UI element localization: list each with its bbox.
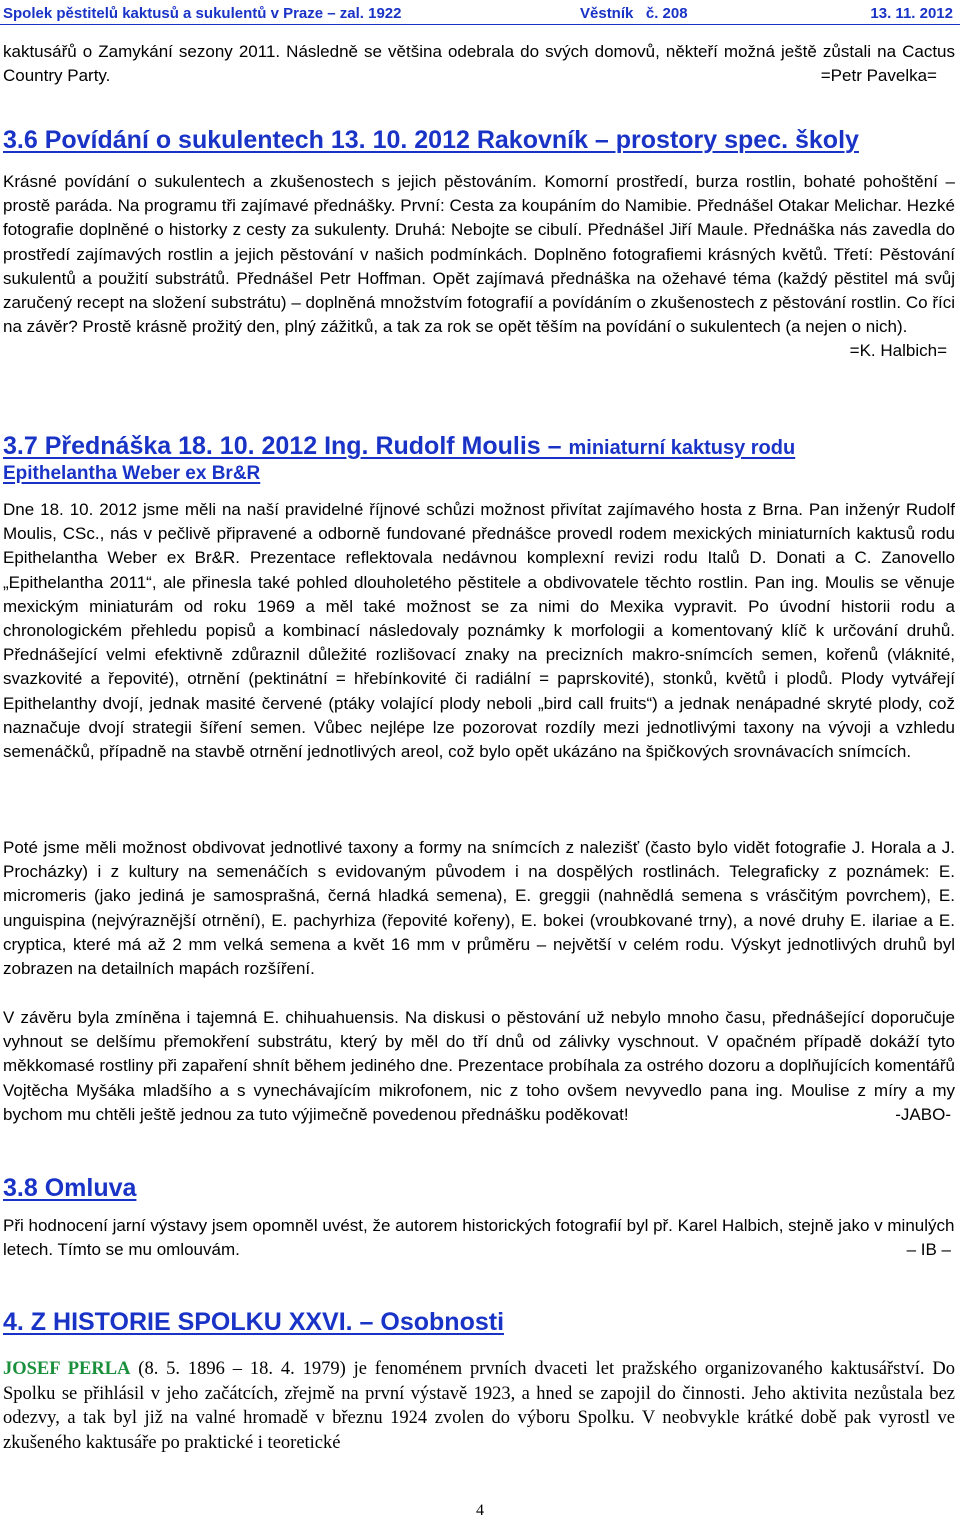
section-3-7-paragraph-3	[3, 1006, 955, 1127]
header-divider	[0, 24, 960, 25]
section-3-6-signature: =K. Halbich=	[849, 341, 947, 361]
section-3-6-body	[3, 170, 955, 364]
page-number: 4	[476, 1502, 484, 1519]
section-4-body	[3, 1357, 955, 1455]
header-date: 13. 11. 2012	[870, 5, 953, 22]
header-bulletin-number: Věstník č. 208	[580, 5, 688, 22]
section-3-8-text: Při hodnocení jarní výstavy jsem opomněl uvést, že autorem historických fotografií byl př. Karel Halbich, stejně jako v minulých letech. Tímto se mu omlouvám.	[3, 1216, 955, 1260]
section-3-6-title: 3.6 Povídání o sukulentech 13. 10. 2012 Rakovník – prostory spec. školy	[3, 126, 859, 154]
section-3-6-text: Krásné povídání o sukulentech a zkušenostech s jejich pěstováním. Komorní prostředí, burza rostlin, bohaté pohoštění – prostě paráda. Na programu tři zajímavé přednášky. První: Cesta za koupáním do Namibie. Přednášel Otakar Melichar. Hezké fotografie doplněné o historky z cesty za sukulenty. Druhá: Nebojte se cibulí. Přednášel Jiří Maule. Přednáška nás zavedla do prostředí zajímavých rostlin a jejich pěstování v našich podmínkách. Doplněno fotografiemi krásných květů. Třetí: Pěstování sukulentů a použití substrátů. Přednášel Petr Hoffman. Opět zajímavá přednáška na ožehavé téma (každý pěstitel má svůj zaručený recept na složení substrátu) – doplněná množstvím fotografií a povídáním o zkušenostech z pěstování rostlin. Co říci na závěr? Prostě krásně prožitý den, plný zážitků, a tak za rok se opět těším na povídání o sukulentech (a nejen o nich).	[3, 172, 955, 337]
section-3-8-signature: – IB –	[906, 1240, 951, 1260]
section-3-7-title-sub: miniaturní kaktusy rodu	[568, 437, 796, 459]
header-organization: Spolek pěstitelů kaktusů a sukulentů v Praze – zal. 1922	[3, 5, 402, 22]
person-name: JOSEF PERLA	[3, 1359, 131, 1379]
section-3-7-paragraph-3-text: V závěru byla zmíněna i tajemná E. chihuahuensis. Na diskusi o pěstování už nebylo mnoho času, přednášející doporučuje vyhnout se delšímu přemokření substrátu, který by měl do tří dnů od zálivky vyschnout. V opačném případě dokáží tyto měkkomasé rostliny při zapaření shnít během jediného dne. Prezentace probíhala za ostrého dozoru a doplňujících komentářů Vojtěcha Myšáka mladšího a s vynechávajícím mikrofonem, nic z toho ovšem nevyvedlo pana ing. Moulise z míry a my bychom mu chtěli ještě jednou za tuto výjimečně povedenou přednášku poděkovat!	[3, 1008, 955, 1124]
section-3-7-title-main: 3.7 Přednáška 18. 10. 2012 Ing. Rudolf Moulis –	[3, 432, 569, 460]
intro-paragraph	[3, 40, 955, 88]
intro-text: kaktusářů o Zamykání sezony 2011. Následně se většina odebrala do svých domovů, někteří možná ještě zůstali na Cactus Country Party.	[3, 42, 955, 86]
section-3-8-body	[3, 1214, 955, 1262]
section-3-7-paragraph-1: Dne 18. 10. 2012 jsme měli na naší pravidelné říjnové schůzi možnost přivítat zajímavého hosta z Brna. Pan inženýr Rudolf Moulis, CSc., nás v pečlivě připravené a odborně fundované přednášce provedl rodem mexických miniaturních kaktusů rodu Epithelantha Weber ex Br&R. Prezentace reflektovala nedávnou komplexní revizi rodu Italů D. Donati a C. Zanovello „Epithelantha 2011“, ale přinesla také pohled dlouholetého pěstitele a obdivovatele těchto rostlin. Pan ing. Moulis se věnuje mexickým miniaturám od roku 1969 a měl také možnost se za nimi do Mexika vypravit. Po úvodní historii rodu a chronologickém přehledu popisů a kombinací následovaly poznámky k morfologii a komentovaný klíč k určování druhů. Přednášející velmi efektivně zdůraznil důležité rozlišovací znaky na precizních makro-snímcích semen, kořenů (vláknité, svazkovité a řepovité), otrnění (pektinátní = hřebínkovité či radiální = paprskovité), stonků, květů i plodů. Plody vytvářejí Epithelanthy dvojí, jednak masité červené (ptáky volající plody neboli „bird call fruits“) a jednak nenápadné skryté plody, což naznačuje dvojí strategii šíření semen. Vůbec nejlépe lze pozorovat rozdíly mezi jednotlivými taxony na vývoji a vzhledu semenáčků, případně na stavbě otrnění jednotlivých areol, což bylo opět ukázáno na špičkových srovnávacích snímcích.	[3, 500, 955, 762]
intro-signature: =Petr Pavelka=	[820, 66, 937, 86]
section-3-8-title: 3.8 Omluva	[3, 1174, 137, 1202]
section-4-title: 4. Z HISTORIE SPOLKU XXVI. – Osobnosti	[3, 1308, 505, 1336]
section-3-7-signature: -JABO-	[895, 1104, 951, 1124]
section-4-text: (8. 5. 1896 – 18. 4. 1979) je fenoménem prvních dvaceti let pražského organizovaného kaktusářství. Do Spolku se přihlásil v jeho začátcích, zřejmě na první výstavě 1923, a hned se zapojil do činnosti. Jeho aktivita nezůstala bez odezvy, a tak byl již na valné hromadě v březnu 1924 zvolen do výboru Spolku. V neobvykle krátké době pak vyrostl ve zkušeného kaktusáře po praktické i teoretické	[3, 1359, 955, 1453]
section-3-7-title-line2: Epithelantha Weber ex Br&R	[3, 463, 261, 484]
page-header	[3, 2, 955, 26]
section-3-7-paragraph-2: Poté jsme měli možnost obdivovat jednotlivé taxony a formy na snímcích z nalezišť (často bylo vidět fotografie J. Horala a J. Procházky) i z kultury na semenáčích s evidovaným původem i na dospělých rostlinách. Telegraficky z poznámek: E. micromeris (jako jediná je samosprašná, černá hladká semena), E. greggii (nahnědlá semena s vrásčitým povrchem), E. unguispina (nejvýraznější otrnění), E. pachyrhiza (řepovité kořeny), E. bokei (vroubkované trny), a nové druhy E. ilariae a E. cryptica, které má až 2 mm velká semena a květ 16 mm v průměru – největší v celém rodu. Výskyt jednotlivých druhů byl zobrazen na detailních mapách rozšíření.	[3, 838, 955, 979]
section-3-7-title	[3, 432, 795, 461]
